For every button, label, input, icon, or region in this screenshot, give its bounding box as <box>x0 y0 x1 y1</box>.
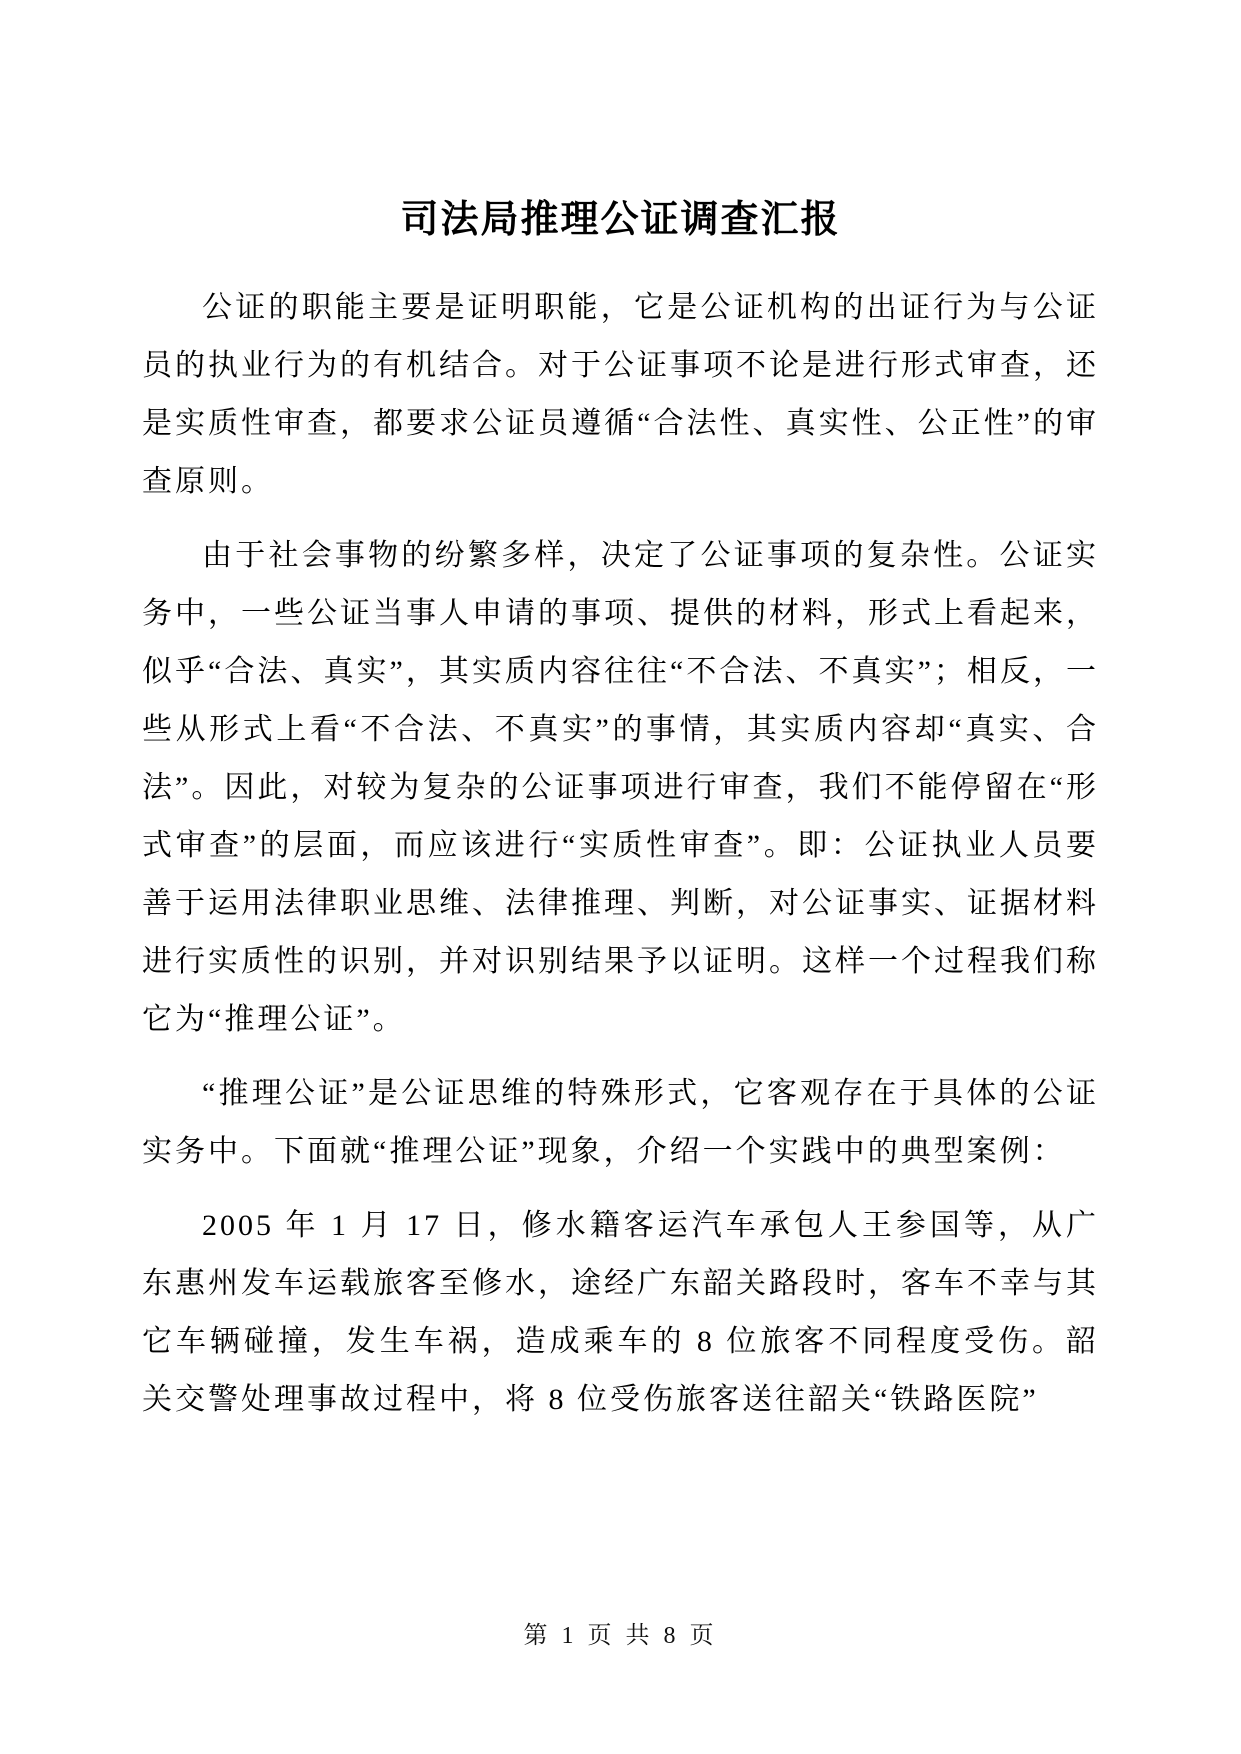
body-paragraph-2: 由于社会事物的纷繁多样，决定了公证事项的复杂性。公证实务中，一些公证当事人申请的事项、提供的材料，形式上看起来，似乎“合法、真实”，其实质内容往往“不合法、不真实”；相反，一些从形式上看“不合法、不真实”的事情，其实质内容却“真实、合法”。因此，对较为复杂的公证事项进行审查，我们不能停留在“形式审查”的层面，而应该进行“实质性审查”。即：公证执业人员要善于运用法律职业思维、法律推理、判断，对公证事实、证据材料进行实质性的识别，并对识别结果予以证明。这样一个过程我们称它为“推理公证”。 <box>142 539 1099 1037</box>
page-title: 司法局推理公证调查汇报 <box>400 199 841 241</box>
body-paragraph-4: 2005 年 1 月 17 日，修水籍客运汽车承包人王参国等，从广东惠州发车运载旅客至修水，途经广东韶关路段时，客车不幸与其它车辆碰撞，发生车祸，造成乘车的 8 位旅客不同程度受伤。韶关交警处理事故过程中，将 8 位受伤旅客送往韶关“铁路医院” <box>142 1209 1099 1417</box>
page-number-footer: 第 1 页 共 8 页 <box>523 1623 718 1649</box>
body-paragraph-3: “推理公证”是公证思维的特殊形式，它客观存在于具体的公证实务中。下面就“推理公证”现象，介绍一个实践中的典型案例： <box>142 1077 1099 1169</box>
body-paragraph-1: 公证的职能主要是证明职能，它是公证机构的出证行为与公证员的执业行为的有机结合。对于公证事项不论是进行形式审查，还是实质性审查，都要求公证员遵循“合法性、真实性、公正性”的审查原则。 <box>142 291 1099 499</box>
